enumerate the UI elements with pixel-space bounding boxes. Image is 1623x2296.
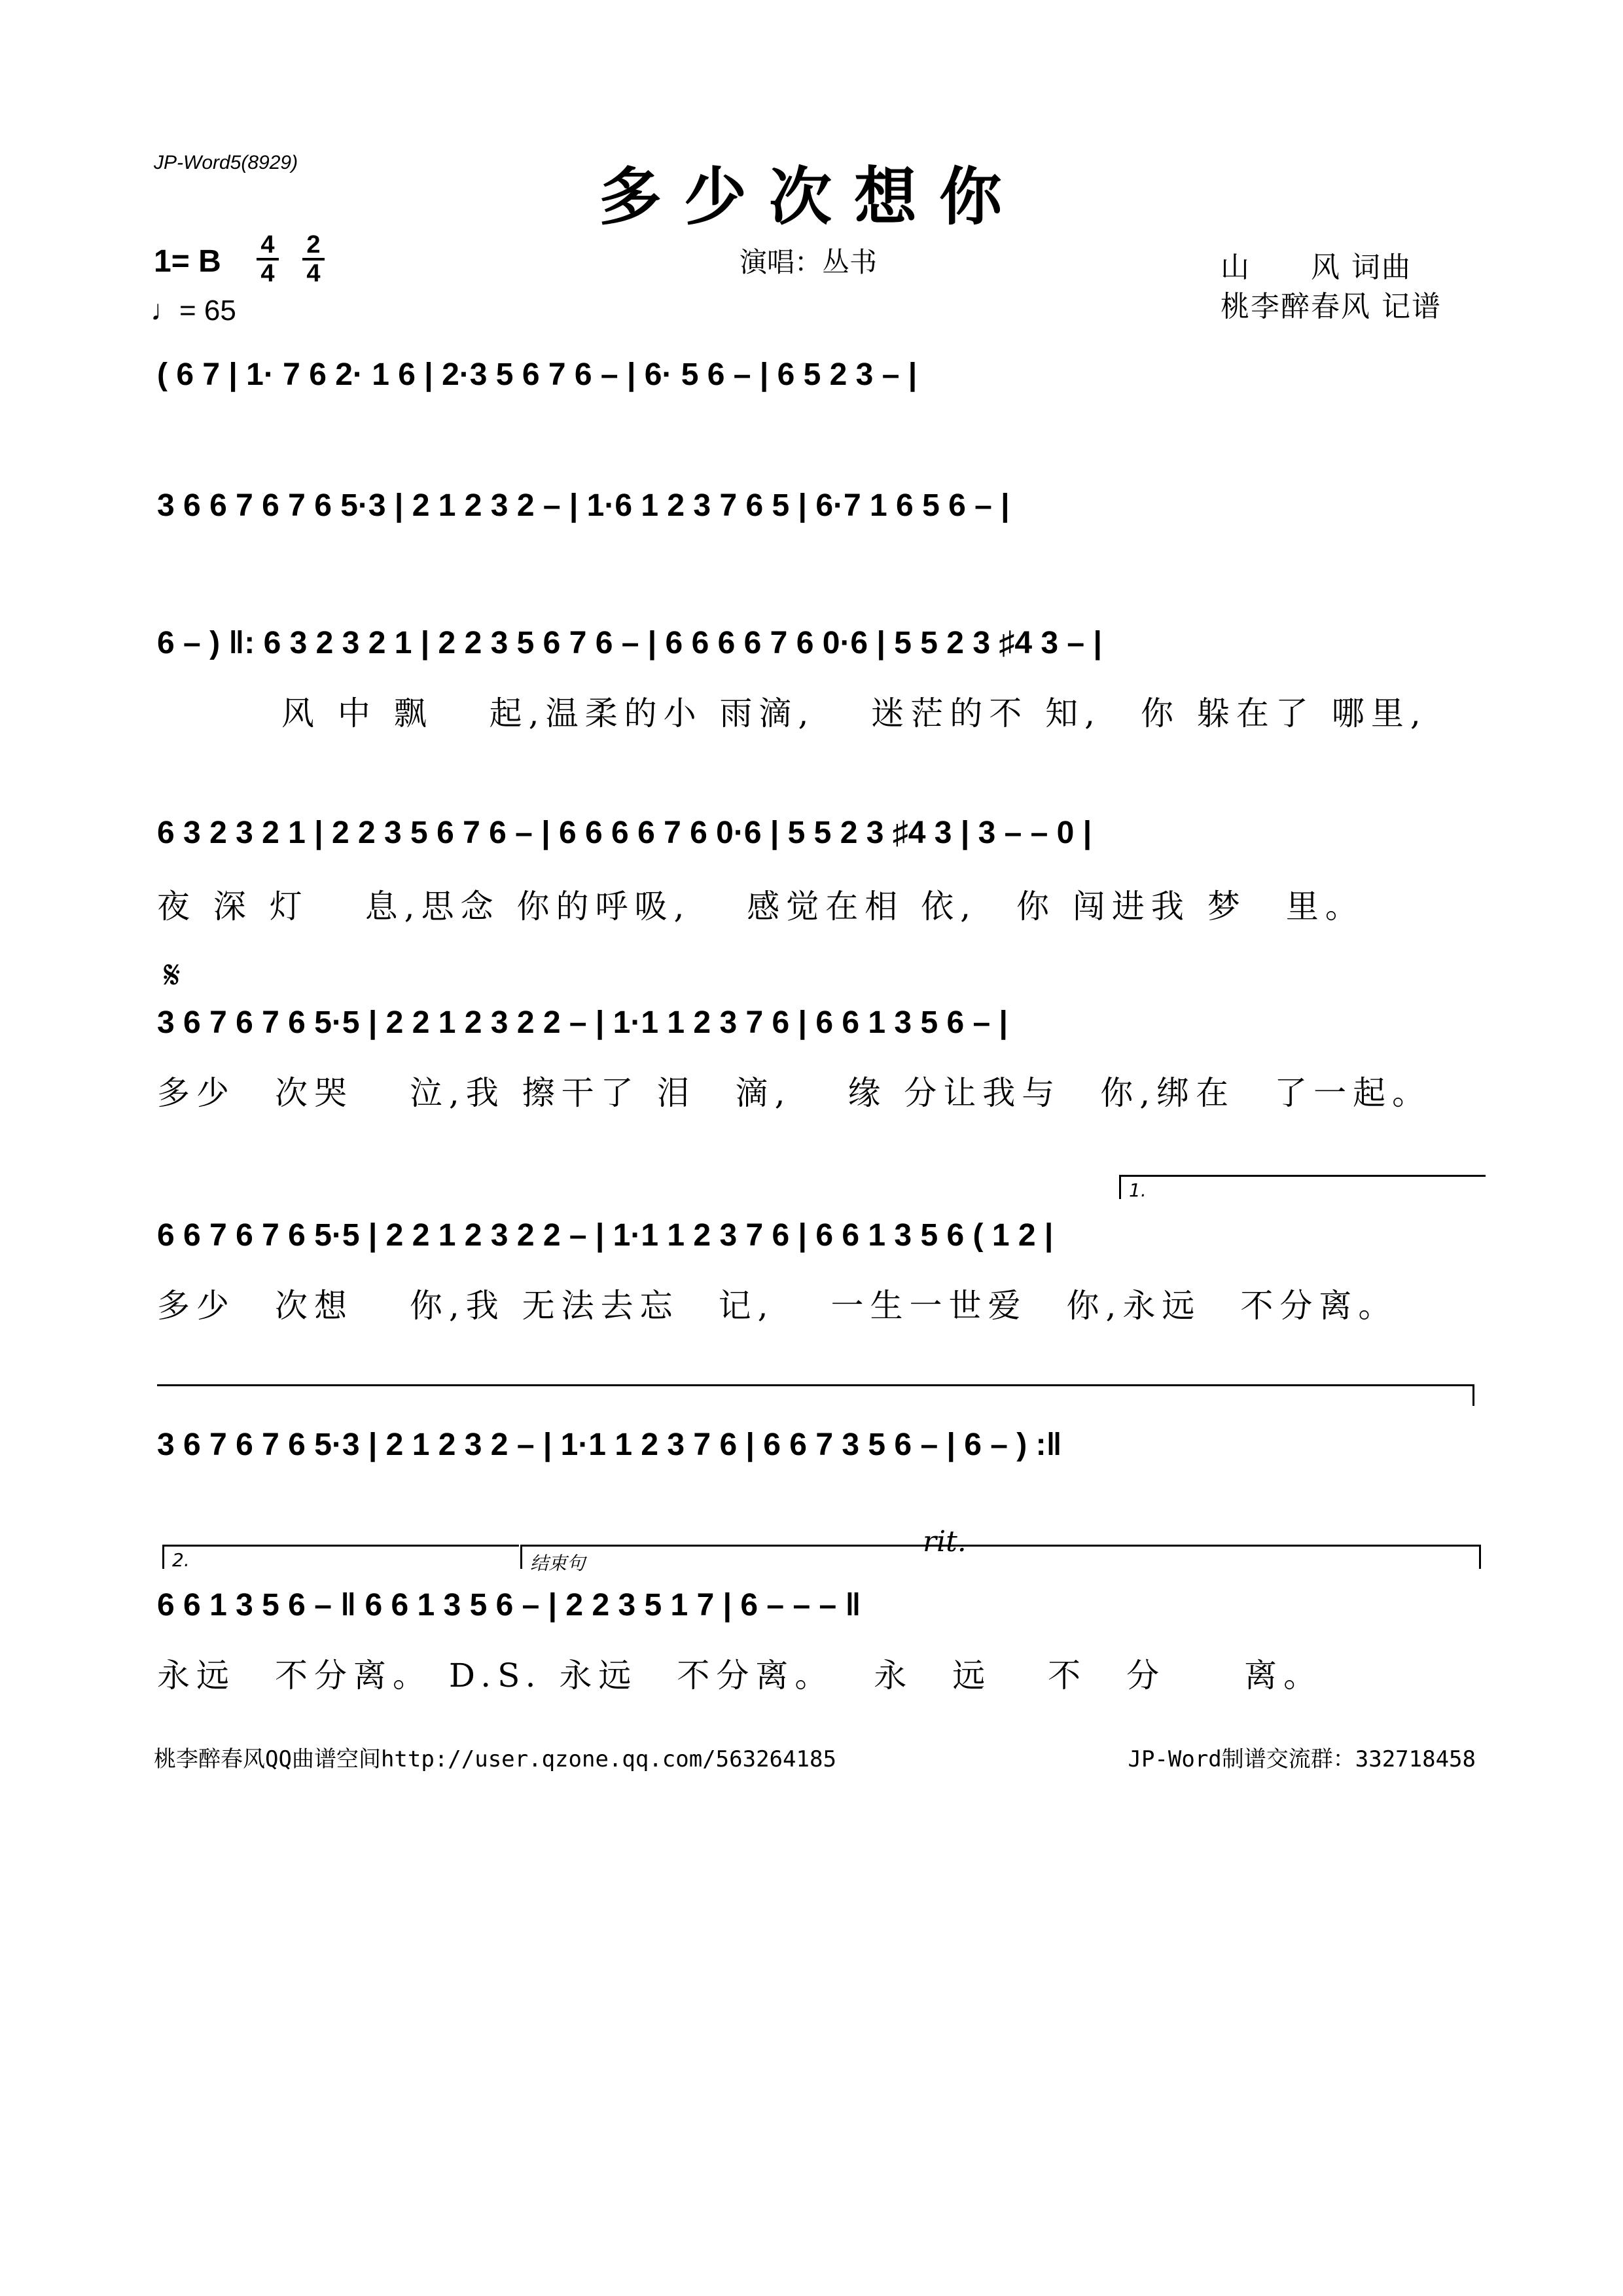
notation-line-7: 3 6 7 6 7 6 5·3 | 2 1 2 3 2 – | 1·1 1 2 3 7 6 | 6 6 7 3 5 6 – | 6 – ) :‖ (157, 1427, 1062, 1462)
time-signature-bottom: 4 (260, 260, 275, 287)
time-signature-bottom: 4 (306, 260, 321, 287)
ending-bracket (520, 1545, 1481, 1574)
transcriber-credit: 桃李醉春风 记谱 (1221, 290, 1442, 323)
lyrics-line-3: 风 中 飘 起,温柔的小 雨滴, 迷茫的不 知, 你 躲在了 哪里, (281, 694, 1427, 732)
tempo-marking: ♩= 65 (151, 295, 236, 327)
time-signature-top: 4 (260, 231, 275, 259)
song-title: 多少次想你 (599, 160, 1024, 234)
software-label: JP-Word5(8929) (154, 152, 298, 173)
notation-line-2: 3 6 6 7 6 7 6 5·3 | 2 1 2 3 2 – | 1·6 1 2 3 7 6 5 | 6·7 1 6 5 6 – | (157, 488, 1010, 523)
lyrics-line-8: 永远 不分离。 D.S. 永远 不分离。 永 远 不 分 离。 (157, 1657, 1323, 1695)
notation-line-4: 6 3 2 3 2 1 | 2 2 3 5 6 7 6 – | 6 6 6 6 7 6 0·6 | 5 5 2 3 ♯4 3 | 3 – – 0 | (157, 816, 1092, 850)
footer-qzone-link[interactable]: 桃李醉春风QQ曲谱空间http://user.qzone.qq.com/563264185 (154, 1746, 836, 1772)
lyrics-line-6: 多少 次想 你,我 无法去忘 记, 一生一世爱 你,永远 不分离。 (157, 1287, 1398, 1325)
notation-line-8: 6 6 1 3 5 6 – ‖ 6 6 1 3 5 6 – | 2 2 3 5 1 7 | 6 – – – ‖ (157, 1588, 861, 1623)
volta-1-continuation (157, 1384, 1474, 1406)
segno-mark: 𝄋 (164, 952, 181, 998)
ending-label: 结束句 (530, 1552, 586, 1574)
time-signature-top: 2 (306, 231, 321, 259)
volta-2-bracket (162, 1545, 519, 1569)
key-signature: 1= B (154, 244, 221, 279)
singer-credit: 演唱：丛书 (740, 246, 878, 278)
notation-line-6: 6 6 7 6 7 6 5·5 | 2 2 1 2 3 2 2 – | 1·1 1 2 3 7 6 | 6 6 1 3 5 6 ( 1 2 | (157, 1218, 1054, 1253)
composer-credit: 山 风 词曲 (1221, 251, 1412, 284)
footer-group-info: JP-Word制谱交流群：332718458 (1128, 1746, 1476, 1772)
ritardando-marking: rit. (923, 1525, 967, 1558)
volta-1-bracket (1119, 1175, 1486, 1199)
volta-2-label: 2. (172, 1549, 190, 1571)
notation-line-5: 3 6 7 6 7 6 5·5 | 2 2 1 2 3 2 2 – | 1·1 1 2 3 7 6 | 6 6 1 3 5 6 – | (157, 1005, 1008, 1040)
lyrics-line-5: 多少 次哭 泣,我 擦干了 泪 滴, 缘 分让我与 你,绑在 了一起。 (157, 1074, 1432, 1112)
notation-line-3: 6 – ) ‖: 6 3 2 3 2 1 | 2 2 3 5 6 7 6 – | 6 6 6 6 7 6 0·6 | 5 5 2 3 ♯4 3 – | (157, 626, 1102, 660)
time-signature-4-4 (257, 233, 279, 285)
time-signature-2-4 (302, 233, 325, 285)
notation-line-1: ( 6 7 | 1· 7 6 2· 1 6 | 2·3 5 6 7 6 – | 6· 5 6 – | 6 5 2 3 – | (157, 357, 918, 392)
volta-1-label: 1. (1129, 1179, 1147, 1201)
lyrics-line-4: 夜 深 灯 息,思念 你的呼吸, 感觉在相 依, 你 闯进我 梦 里。 (157, 888, 1364, 925)
